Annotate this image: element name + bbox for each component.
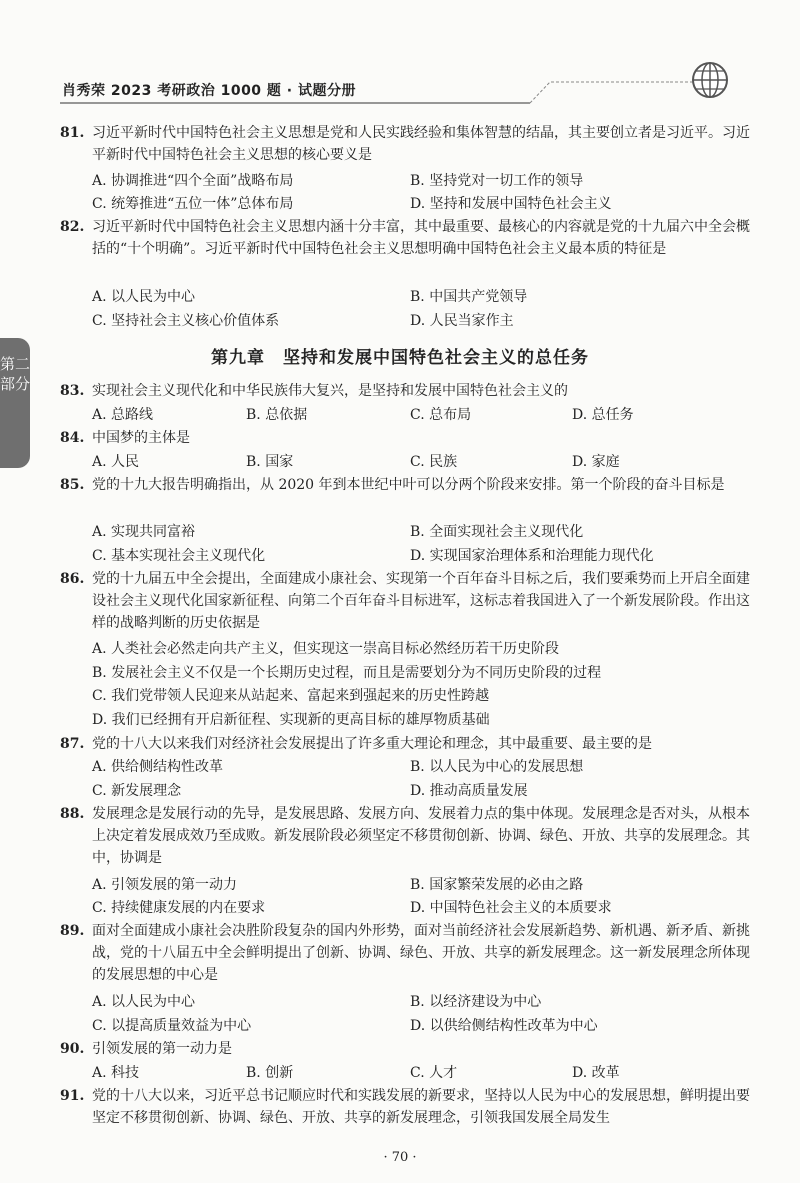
option-b: B. 全面实现社会主义现代化	[410, 524, 584, 540]
option-d: D. 人民当家作主	[410, 313, 514, 329]
option-b: B. 创新	[246, 1065, 294, 1081]
question-stem: 党的十九大报告明确指出，从 2020 年到本世纪中叶可以分两个阶段来安排。第一个阶段的奋斗目标是	[92, 477, 725, 493]
option-c: C. 坚持社会主义核心价值体系	[92, 313, 280, 329]
question-number: 87.	[60, 736, 85, 752]
option-c: C. 统筹推进“五位一体”总体布局	[92, 196, 294, 212]
question-number: 85.	[60, 477, 85, 493]
option-c: C. 基本实现社会主义现代化	[92, 548, 266, 564]
question-number: 86.	[60, 571, 85, 587]
option-a: A. 人民	[92, 454, 140, 470]
page-number: · 70 ·	[383, 1150, 417, 1165]
option-b: B. 国家繁荣发展的必由之路	[410, 877, 584, 893]
question-86	[60, 568, 760, 634]
question-number: 88.	[60, 806, 85, 822]
option-d: D. 推动高质量发展	[410, 783, 528, 799]
question-stem: 实现社会主义现代化和中华民族伟大复兴，是坚持和发展中国特色社会主义的	[92, 383, 568, 399]
option-a: A. 引领发展的第一动力	[92, 877, 238, 893]
question-87	[60, 733, 760, 755]
question-81	[60, 122, 760, 166]
question-89	[60, 920, 760, 986]
question-stem: 党的十八大以来，习近平总书记顺应时代和实践发展的新要求，坚持以人民为中心的发展思想，鲜明提出要坚定不移贯彻创新、协调、绿色、开放、共享的新发展理念，引领我国发展全局发生	[92, 1088, 750, 1126]
option-a: A. 以人民为中心	[92, 994, 196, 1010]
question-stem: 党的十九届五中全会提出，全面建成小康社会、实现第一个百年奋斗目标之后，我们要乘势而上开启全面建设社会主义现代化国家新征程、向第二个百年奋斗目标进军，这标志着我国进入了一个新发展阶段。作出这样的战略判断的历史依据是	[92, 571, 750, 631]
option-d: D. 总任务	[572, 407, 634, 423]
option-a: A. 总路线	[92, 407, 154, 423]
option-c: C. 新发展理念	[92, 783, 182, 799]
question-83	[60, 380, 760, 402]
question-number: 91.	[60, 1088, 85, 1104]
option-b: B. 坚持党对一切工作的领导	[410, 173, 584, 189]
question-stem: 发展理念是发展行动的先导，是发展思路、发展方向、发展着力点的集中体现。发展理念是否对头，从根本上决定着发展成效乃至成败。新发展阶段必须坚定不移贯彻创新、协调、绿色、开放、共享的发展理念。其中，协调是	[92, 806, 750, 866]
option-b: B. 中国共产党领导	[410, 289, 528, 305]
option-a: A. 以人民为中心	[92, 289, 196, 305]
question-stem: 引领发展的第一动力是	[92, 1041, 232, 1057]
option-a: A. 供给侧结构性改革	[92, 759, 224, 775]
option-a: A. 实现共同富裕	[92, 524, 196, 540]
option-b: B. 以经济建设为中心	[410, 994, 542, 1010]
option-a: A. 科技	[92, 1065, 140, 1081]
question-84	[60, 427, 760, 449]
question-stem: 中国梦的主体是	[92, 430, 190, 446]
question-number: 84.	[60, 430, 85, 446]
option-a: A. 人类社会必然走向共产主义，但实现这一崇高目标必然经历若干历史阶段	[92, 641, 560, 657]
page-header	[60, 60, 750, 110]
option-d: D. 改革	[572, 1065, 620, 1081]
option-b: B. 以人民为中心的发展思想	[410, 759, 584, 775]
question-number: 81.	[60, 125, 85, 141]
option-b: B. 发展社会主义不仅是一个长期历史过程，而且是需要划分为不同历史阶段的过程	[92, 665, 602, 681]
option-c: C. 以提高质量效益为中心	[92, 1018, 252, 1034]
option-c: C. 民族	[410, 454, 458, 470]
option-c: C. 总布局	[410, 407, 472, 423]
question-stem: 面对全面建成小康社会决胜阶段复杂的国内外形势，面对当前经济社会发展新趋势、新机遇、新矛盾、新挑战，党的十八届五中全会鲜明提出了创新、协调、绿色、开放、共享的新发展理念。这一新发展理念所体现的发展思想的中心是	[92, 923, 750, 983]
option-c: C. 人才	[410, 1065, 458, 1081]
question-82	[60, 216, 760, 282]
question-stem: 党的十八大以来我们对经济社会发展提出了许多重大理论和理念，其中最重要、最主要的是	[92, 736, 652, 752]
option-a: A. 协调推进“四个全面”战略布局	[92, 173, 294, 189]
question-90	[60, 1038, 760, 1060]
option-d: D. 以供给侧结构性改革为中心	[410, 1018, 598, 1034]
question-91	[60, 1085, 760, 1129]
option-d: D. 中国特色社会主义的本质要求	[410, 900, 612, 916]
question-88	[60, 803, 760, 869]
book-title: 肖秀荣 2023 考研政治 1000 题 · 试题分册	[62, 83, 356, 99]
option-d: D. 坚持和发展中国特色社会主义	[410, 196, 612, 212]
question-number: 89.	[60, 923, 85, 939]
question-85	[60, 474, 760, 518]
chapter-title: 第九章 坚持和发展中国特色社会主义的总任务	[211, 348, 589, 368]
question-stem: 习近平新时代中国特色社会主义思想是党和人民实践经验和集体智慧的结晶，其主要创立者是习近平。习近平新时代中国特色社会主义思想的核心要义是	[92, 125, 750, 163]
option-b: B. 国家	[246, 454, 294, 470]
question-number: 82.	[60, 219, 85, 235]
option-b: B. 总依据	[246, 407, 308, 423]
question-stem: 习近平新时代中国特色社会主义思想内涵十分丰富，其中最重要、最核心的内容就是党的十九届六中全会概括的“十个明确”。习近平新时代中国特色社会主义思想明确中国特色社会主义最本质的特征是	[92, 219, 750, 257]
option-d: D. 实现国家治理体系和治理能力现代化	[410, 548, 654, 564]
option-c: C. 我们党带领人民迎来从站起来、富起来到强起来的历史性跨越	[92, 688, 490, 704]
question-number: 90.	[60, 1041, 85, 1057]
section-tab-label: 第二部分	[0, 355, 31, 393]
question-number: 83.	[60, 383, 85, 399]
option-c: C. 持续健康发展的内在要求	[92, 900, 266, 916]
option-d: D. 我们已经拥有开启新征程、实现新的更高目标的雄厚物质基础	[92, 712, 490, 728]
option-d: D. 家庭	[572, 454, 620, 470]
globe-icon	[690, 60, 730, 100]
